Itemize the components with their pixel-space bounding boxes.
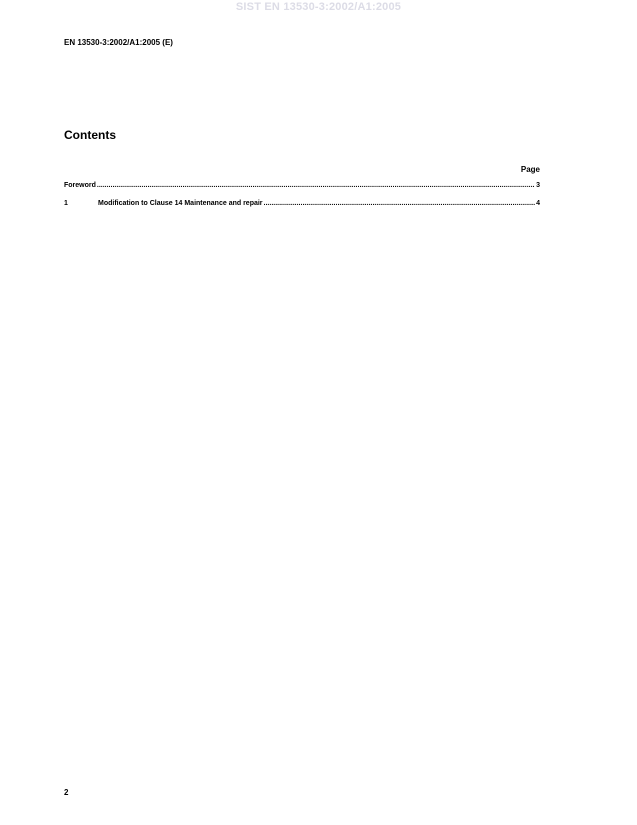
toc-entry-label: Modification to Clause 14 Maintenance and repair [98,200,263,207]
document-reference: EN 13530-3:2002/A1:2005 (E) [64,38,173,47]
toc-entry-page: 3 [536,182,540,189]
watermark-text: SIST EN 13530-3:2002/A1:2005 [235,1,402,13]
toc-entry-foreword[interactable] [64,181,540,190]
toc-leader-dots [264,199,536,208]
table-of-contents [64,181,540,217]
toc-entry-page: 4 [536,200,540,207]
contents-heading: Contents [64,128,116,142]
page-number: 2 [64,788,69,797]
toc-entry-number: 1 [64,200,68,207]
page-column-label: Page [520,165,540,174]
toc-leader-dots [97,181,535,190]
toc-entry-label: Foreword [64,182,96,189]
toc-entry-clause-1[interactable] [64,199,540,208]
